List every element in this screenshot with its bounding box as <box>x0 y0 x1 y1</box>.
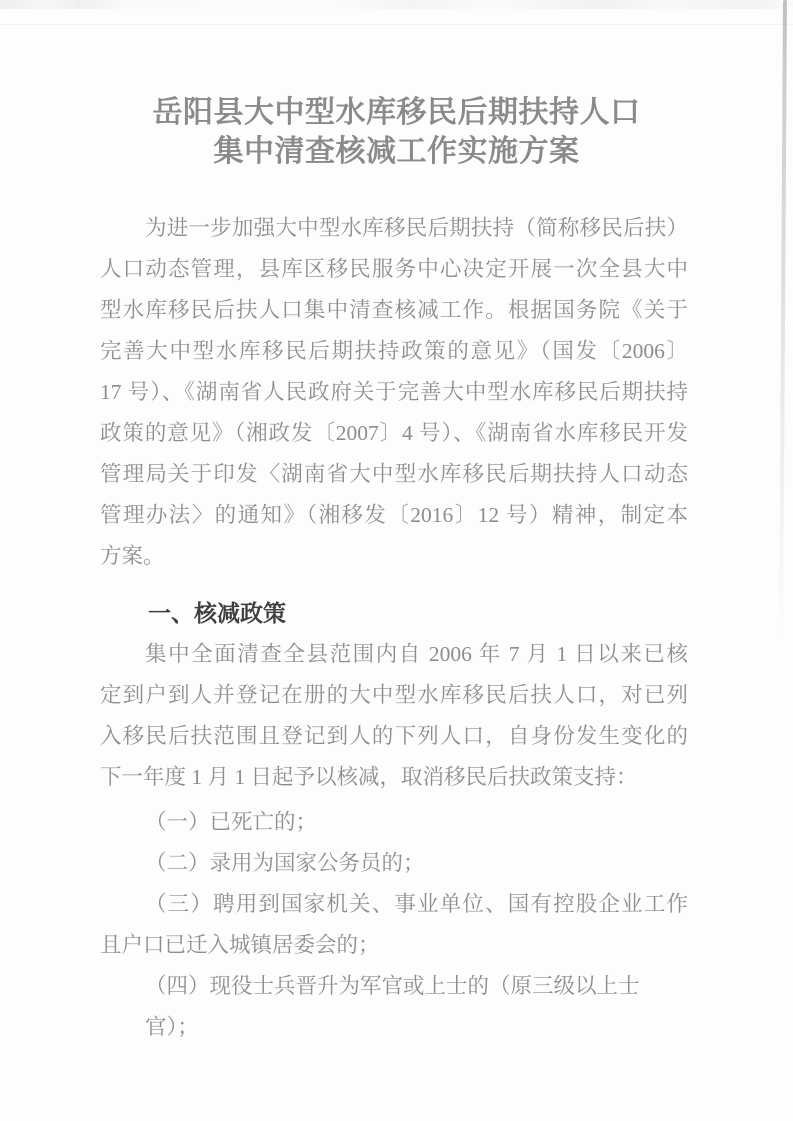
document-title-line-2: 集中清查核减工作实施方案 <box>213 135 580 168</box>
text-line: 方案。 <box>100 544 165 568</box>
list-item-continuation: 且户口已迁入城镇居委会的； <box>100 933 380 957</box>
list-item: （四）现役士兵晋升为军官或上士的（原三级以上士官）； <box>145 974 640 1039</box>
paragraph-policy <box>100 634 688 798</box>
text-line: 型水库移民后扶人口集中清查核减工作。根据国务院《关于 <box>100 298 688 322</box>
text-line: 定到户到人并登记在册的大中型水库移民后扶人口，对已列 <box>100 683 688 707</box>
text-line: 集中全面清查全县范围内自 2006 年 7 月 1 日以来已核 <box>145 642 688 666</box>
section-heading-reduction-policy: 一、核减政策 <box>148 600 286 626</box>
text-line: 管理办法〉的通知》（湘移发〔2016〕12 号）精神，制定本 <box>100 503 688 527</box>
text-line: 完善大中型水库移民后期扶持政策的意见》（国发〔2006〕 <box>100 339 688 363</box>
list-item: （二）录用为国家公务员的； <box>145 851 425 875</box>
reduction-conditions-list <box>100 802 688 1048</box>
document-title <box>0 93 793 171</box>
document-title-line-1: 岳阳县大中型水库移民后期扶持人口 <box>152 96 641 129</box>
scan-artifact-top-band <box>0 0 793 9</box>
scan-artifact-top-line <box>0 24 793 25</box>
text-line: 人口动态管理，县库区移民服务中心决定开展一次全县大中 <box>100 257 688 281</box>
text-line: 17 号）、《湖南省人民政府关于完善大中型水库移民后期扶持 <box>100 380 688 404</box>
text-line: 入移民后扶范围且登记到人的下列人口，自身份发生变化的 <box>100 724 688 748</box>
text-line: 下一年度 1 月 1 日起予以核减，取消移民后扶政策支持： <box>100 765 638 789</box>
text-line: 管理局关于印发〈湖南省大中型水库移民后期扶持人口动态 <box>100 462 688 486</box>
paragraph-intro <box>100 208 688 577</box>
list-item: （一）已死亡的； <box>145 810 318 834</box>
document-body <box>100 208 688 1048</box>
text-line: 政策的意见》（湘政发〔2007〕4 号）、《湖南省水库移民开发 <box>100 421 688 445</box>
text-line: 为进一步加强大中型水库移民后期扶持（简称移民后扶） <box>145 216 688 240</box>
list-item: （三）聘用到国家机关、事业单位、国有控股企业工作 <box>145 892 688 916</box>
